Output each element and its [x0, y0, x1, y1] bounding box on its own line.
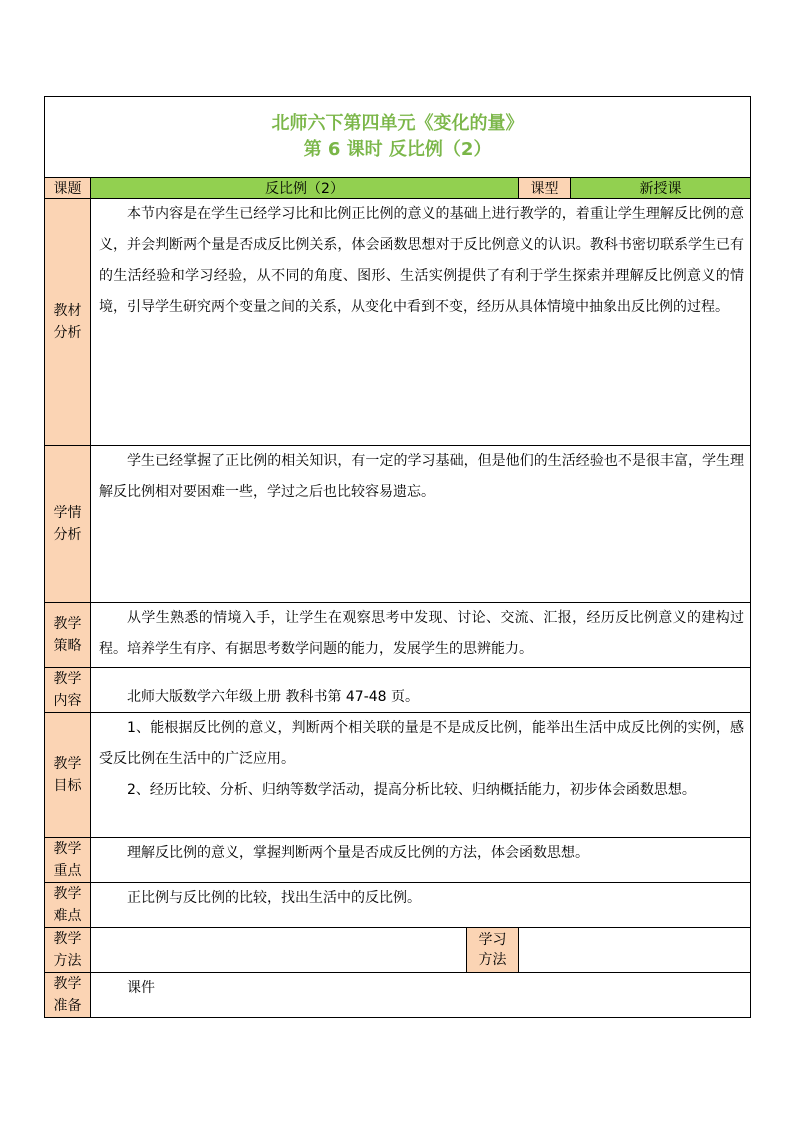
preparation-label — [45, 973, 91, 1018]
learn-method-label-line1: 学习 — [478, 932, 507, 948]
preparation-label-line2: 准备 — [53, 998, 82, 1014]
students-text: 学生已经掌握了正比例的相关知识，有一定的学习基础，但是他们的生活经验也不是很丰富，学生理解反比例相对要困难一些，学过之后也比较容易遗忘。 — [91, 446, 751, 603]
methods-row — [45, 928, 751, 973]
strategy-row — [45, 603, 751, 668]
goals-cell — [91, 713, 751, 838]
key-points-label-line2: 重点 — [53, 863, 82, 879]
lesson-title: 第 6 课时 反比例（2） — [303, 139, 492, 160]
learn-method-value — [519, 928, 751, 973]
students-label-line1: 学情 — [53, 505, 82, 521]
learn-method-label-line2: 方法 — [478, 952, 507, 968]
goal-item-1: 1、能根据反比例的意义，判断两个相关联的量是不是成反比例，能举出生活中成反比例的实例，感受反比例在生活中的广泛应用。 — [99, 720, 745, 767]
material-row — [45, 199, 751, 446]
goals-label-line1: 教学 — [53, 756, 82, 772]
students-label-line2: 分析 — [53, 527, 82, 543]
preparation-row — [45, 973, 751, 1018]
students-label — [45, 446, 91, 603]
teach-method-label-line1: 教学 — [53, 931, 82, 947]
goals-label-line2: 目标 — [53, 778, 82, 794]
teach-method-label — [45, 928, 91, 973]
key-points-label — [45, 838, 91, 883]
title-row — [45, 97, 751, 178]
topic-label: 课题 — [45, 178, 91, 199]
lesson-plan-table — [44, 96, 751, 1018]
content-label-line2: 内容 — [53, 693, 82, 709]
learn-method-label — [467, 928, 519, 973]
content-row — [45, 668, 751, 713]
material-label — [45, 199, 91, 446]
difficulties-label — [45, 883, 91, 928]
material-text: 本节内容是在学生已经学习比和比例正比例的意义的基础上进行教学的，着重让学生理解反比例的意义，并会判断两个量是否成反比例关系，体会函数思想对于反比例意义的认识。教科书密切联系学生已有的生活经验和学习经验，从不同的角度、图形、生活实例提供了有利于学生探索并理解反比例意义的情境，引导学生研究两个变量之间的关系，从变化中看到不变，经历从具体情境中抽象出反比例的过程。 — [91, 199, 751, 446]
type-label: 课型 — [519, 178, 571, 199]
lesson-plan-sheet — [44, 96, 750, 1018]
content-text: 北师大版数学六年级上册 教科书第 47-48 页。 — [91, 668, 751, 713]
difficulties-label-line2: 难点 — [53, 908, 82, 924]
goals-label — [45, 713, 91, 838]
teach-method-label-line2: 方法 — [53, 953, 82, 969]
preparation-label-line1: 教学 — [53, 976, 82, 992]
type-value: 新授课 — [571, 178, 751, 199]
strategy-label-line1: 教学 — [53, 616, 82, 632]
key-points-text: 理解反比例的意义，掌握判断两个量是否成反比例的方法，体会函数思想。 — [91, 838, 751, 883]
difficulties-text: 正比例与反比例的比较，找出生活中的反比例。 — [91, 883, 751, 928]
strategy-label — [45, 603, 91, 668]
goal-item-2: 2、经历比较、分析、归纳等数学活动，提高分析比较、归纳概括能力，初步体会函数思想。 — [127, 782, 696, 798]
strategy-label-line2: 策略 — [53, 638, 82, 654]
title-cell — [45, 97, 751, 178]
unit-title: 北师六下第四单元《变化的量》 — [271, 113, 524, 134]
goals-row — [45, 713, 751, 838]
difficulties-row — [45, 883, 751, 928]
key-points-label-line1: 教学 — [53, 841, 82, 857]
content-label-line1: 教学 — [53, 671, 82, 687]
students-row — [45, 446, 751, 603]
strategy-text: 从学生熟悉的情境入手，让学生在观察思考中发现、讨论、交流、汇报，经历反比例意义的建构过程。培养学生有序、有据思考数学问题的能力，发展学生的思辨能力。 — [91, 603, 751, 668]
material-label-line2: 分析 — [53, 325, 82, 341]
topic-value: 反比例（2） — [91, 178, 519, 199]
teach-method-value — [91, 928, 467, 973]
difficulties-label-line1: 教学 — [53, 886, 82, 902]
content-label — [45, 668, 91, 713]
key-points-row — [45, 838, 751, 883]
preparation-text: 课件 — [91, 973, 751, 1018]
topic-row — [45, 178, 751, 199]
material-label-line1: 教材 — [53, 303, 82, 319]
